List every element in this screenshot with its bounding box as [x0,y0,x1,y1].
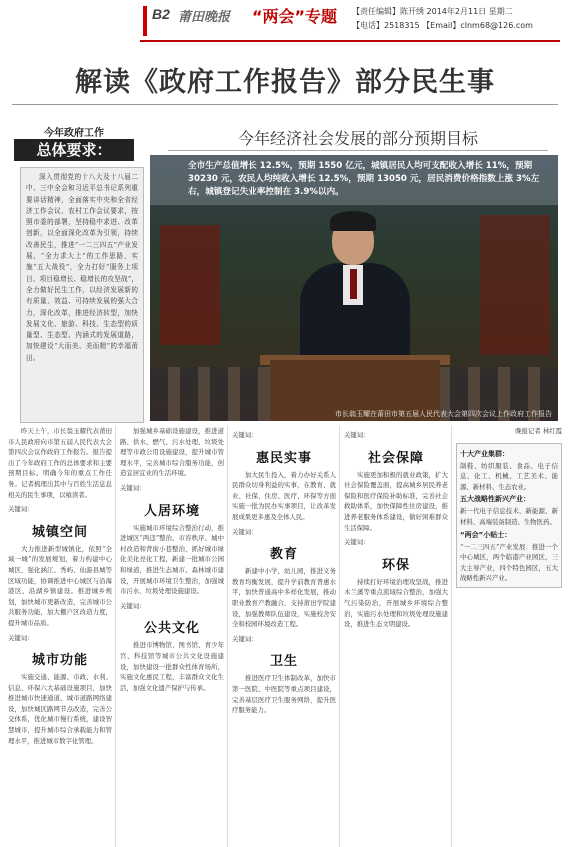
photo-flag-left [160,225,220,345]
article-column-1 [8,426,112,847]
section-body-continued: 加强城乡基础设施建设，推进道路、供水、燃气、污水处理、垃圾处理等市政公用设施建设，提升城市管理水平，完善城市综合服务功能，创造宜居宜业的生活环境。 [120,427,224,478]
stats-overlay [188,160,556,199]
reporter-signature: 晚报记者 林红霞 [515,427,562,435]
stat-gdp-detail: 增长 12.5%，预期 1550 亿元， [239,161,372,171]
keyword-label: 关键词： [120,483,146,492]
column-divider [451,426,452,847]
keyword-label: 关键词： [8,505,34,514]
header-accent-bar [143,6,147,36]
section-body-social-security: 实施更加积极的就业政策，扩大社会保险覆盖面，提高城乡居民养老保险和医疗保险补助标准，完善社会救助体系，加快保障性住房建设，推进养老服务体系建设，做好困难群众生活保障。 [344,470,448,532]
section-title-health: 卫生 [269,654,298,670]
photo-caption: 市长翁玉耀在莆田市第五届人民代表大会第四次会议上作政府工作报告 [335,410,552,418]
section-body-urban-space: 大力推进新型城镇化，依照“全域一城”的发展规划，着力构建中心城区，强化涵江、秀屿、仙游县城等区域功能，协调推进中心城区与沿海港区、沿湖乡镇建设。推进城乡规划，加快城市更新改造，完善城市公共服务功能，加大棚户区改造力度，提升城市品质。 [8,544,112,627]
photo-flag-right [480,215,550,355]
photo-speaker-tie [350,269,357,299]
section-title-urban-space: 城镇空间 [31,524,88,540]
intro-kicker: 今年政府工作 [44,128,104,139]
editor-date-line: 【责任编辑】陈开绣 2014年2月11日 星期二 [352,7,513,16]
header-rule [140,40,560,42]
section-body-public-culture: 推进市博物馆、图书馆、青少年宫、科技馆等城市公共文化设施建设，加快建设一批群众性体育场所，实施文化惠民工程，丰富群众文化生活，加强文化遗产保护与传承。 [120,641,224,692]
section-title-livelihood: 惠民实事 [255,450,312,466]
column-divider [339,426,340,847]
intro-title: 总体要求： [14,139,134,161]
section-title-education: 教育 [269,547,298,563]
intro-body: 深入贯彻党的十八大及十八届二中、三中全会和习近平总书记系列重要讲话精神，全面落实中央和全省经济工作会议、农村工作会议要求，按照市委的部署，坚持稳中求进、改革创新，以全面深化改革为引领，持续改善民生，推进“一二三四五”产业发展，“全力求大上”的工作思路，实施“五大战役”，全力打好“服务上项目、项目稳增长、稳增长的攻坚战”，全力做好民生工作，以经济发展新的有质量、效益、可持续发展的强大合力，深化改革，推进经济转型，加快发展文化、旅游、科技、生态型的质量型、生态型、内涵式的发展道路，加快建设“大而美、美而精”的幸福莆田。 [26,173,138,362]
page-headline: 解读《政府工作报告》部分民生事 [75,67,495,98]
keyword-label: 关键词： [232,634,258,643]
stat-rural-income-label: 农民人均纯收入 [238,174,299,184]
section-body-living-environment: 实施城市环境综合整治行动，推进城区“两违”整治、市容秩序、城中村改造和背街小巷整治，抓好城市绿化美化亮化工程，新建一批城市公园和绿道，推进生态城市、森林城市建设，开展城市环境卫生整治，加强城市污水、垃圾处理设施建设。 [120,523,224,596]
stat-urban-income-detail: 增长 11%，预期 30230 元， [188,161,533,184]
headline-rule [12,104,558,105]
glossary-title-emerging: 五大战略性新兴产业： [460,495,530,504]
glossary-body-emerging: 新一代电子信息技术、新能源、新材料、高端装备制造、生物医药。 [460,507,558,526]
keyword-label: 关键词： [344,431,370,439]
article-column-5 [456,426,562,847]
section-body-education: 新建中小学、幼儿园，推进义务教育均衡发展，提升学前教育普惠水平，加快普通高中多样化发展，推动职业教育产教融合，支持莆田学院建设，加强教师队伍建设，实施校舍安全和校园环境改造工程。 [232,567,336,629]
glossary-body-clusters: 制鞋、纺织服装、食品、电子信息、化工、机械、工艺美术、能源、新材料、生态农业。 [460,461,558,491]
subtitle-rule [168,150,548,151]
glossary-box [456,443,562,588]
glossary-title-tips: “两会”小贴士： [460,530,512,539]
column-divider [115,426,116,847]
section-title-environment: 环保 [381,557,410,573]
section-body-city-function: 实施交通、能源、市政、水利、信息、环保六大基础设施项目，加快推进城市快速通道、城市道路网络建设，加快城区路网节点改造，完善公交体系，优化城市慢行系统，建设智慧城市，提升城市综合承载能力和管理水平，推进城市数字化管理。 [8,673,112,745]
stat-unemployment-label: 城镇登记失业率 [205,187,266,197]
section-body-environment: 持续打好环境治理攻坚战，推进木兰溪等重点流域综合整治，加强大气污染防治，开展城乡环境综合整治，实施污水处理和垃圾处理设施建设，推进生态文明建设。 [344,577,448,629]
glossary-body-tips: “一二三四五”产业发展：推进一个中心城区，两个临港产业园区，三大主导产业，四个特色园区，五大战略性新兴产业。 [460,542,558,583]
contact-line: 【电话】2518315 【Email】clnm68@126.com [352,21,533,30]
section-body-health: 推进医疗卫生体制改革，加快市第一医院、中医院等重点项目建设，完善基层医疗卫生服务网络，提升医疗服务能力。 [232,674,336,715]
keyword-label: 关键词： [232,527,258,536]
stat-unemployment-detail: 控制在 3.9%以内。 [265,187,344,197]
section-title-city-function: 城市功能 [31,653,88,669]
article-column-2 [120,426,224,847]
article-column-4 [344,426,448,847]
keyword-label: 关键词： [120,601,146,610]
article-column-3 [232,426,336,847]
stat-urban-income-label: 城镇居民人均可支配收入 [371,161,466,171]
photo-speaker-hair [330,211,376,231]
stat-cpi-detail: 上涨 3%左右， [188,174,540,197]
glossary-title-clusters: 十大产业集群： [460,449,509,458]
article-body [0,426,570,847]
keyword-label: 关键词： [232,431,258,439]
article-lede: 昨天上午，市长翁玉耀代表莆田市人民政府向市第五届人民代表大会第四次会议作政府工作报告。报告提出了今年政府工作的总体要求和主要预期目标。明确今年的重点工作任务。记者梳理出其中与百姓生活息息相关的民生事项，以飨读者。 [8,427,112,499]
column-divider [227,426,228,847]
section-title-living-environment: 人居环境 [143,503,200,519]
publication-name: 莆田晚报 [178,10,231,25]
stat-rural-income-detail: 增长 12.5%，预期 13050 元， [298,174,428,184]
page-number: B2 [152,6,170,22]
keyword-label: 关键词： [8,633,34,642]
stat-cpi-label: 居民消费价格指数 [427,174,496,184]
keyword-label: 关键词： [344,538,370,547]
section-title-social-security: 社会保障 [367,450,424,466]
section-subtitle: 今年经济社会发展的部分预期目标 [237,129,478,148]
section-title-public-culture: 公共文化 [143,621,200,637]
special-section-label: “两会”专题 [252,7,338,26]
page-header [0,0,570,42]
stat-gdp-label: 全市生产总值 [188,161,240,171]
section-body-livelihood: 加大民生投入，着力办好关系人民群众切身利益的实事，在教育、就业、社保、住房、医疗、环保等方面实施一批为民办实事项目，让改革发展成果更多惠及全体人民。 [232,470,336,521]
